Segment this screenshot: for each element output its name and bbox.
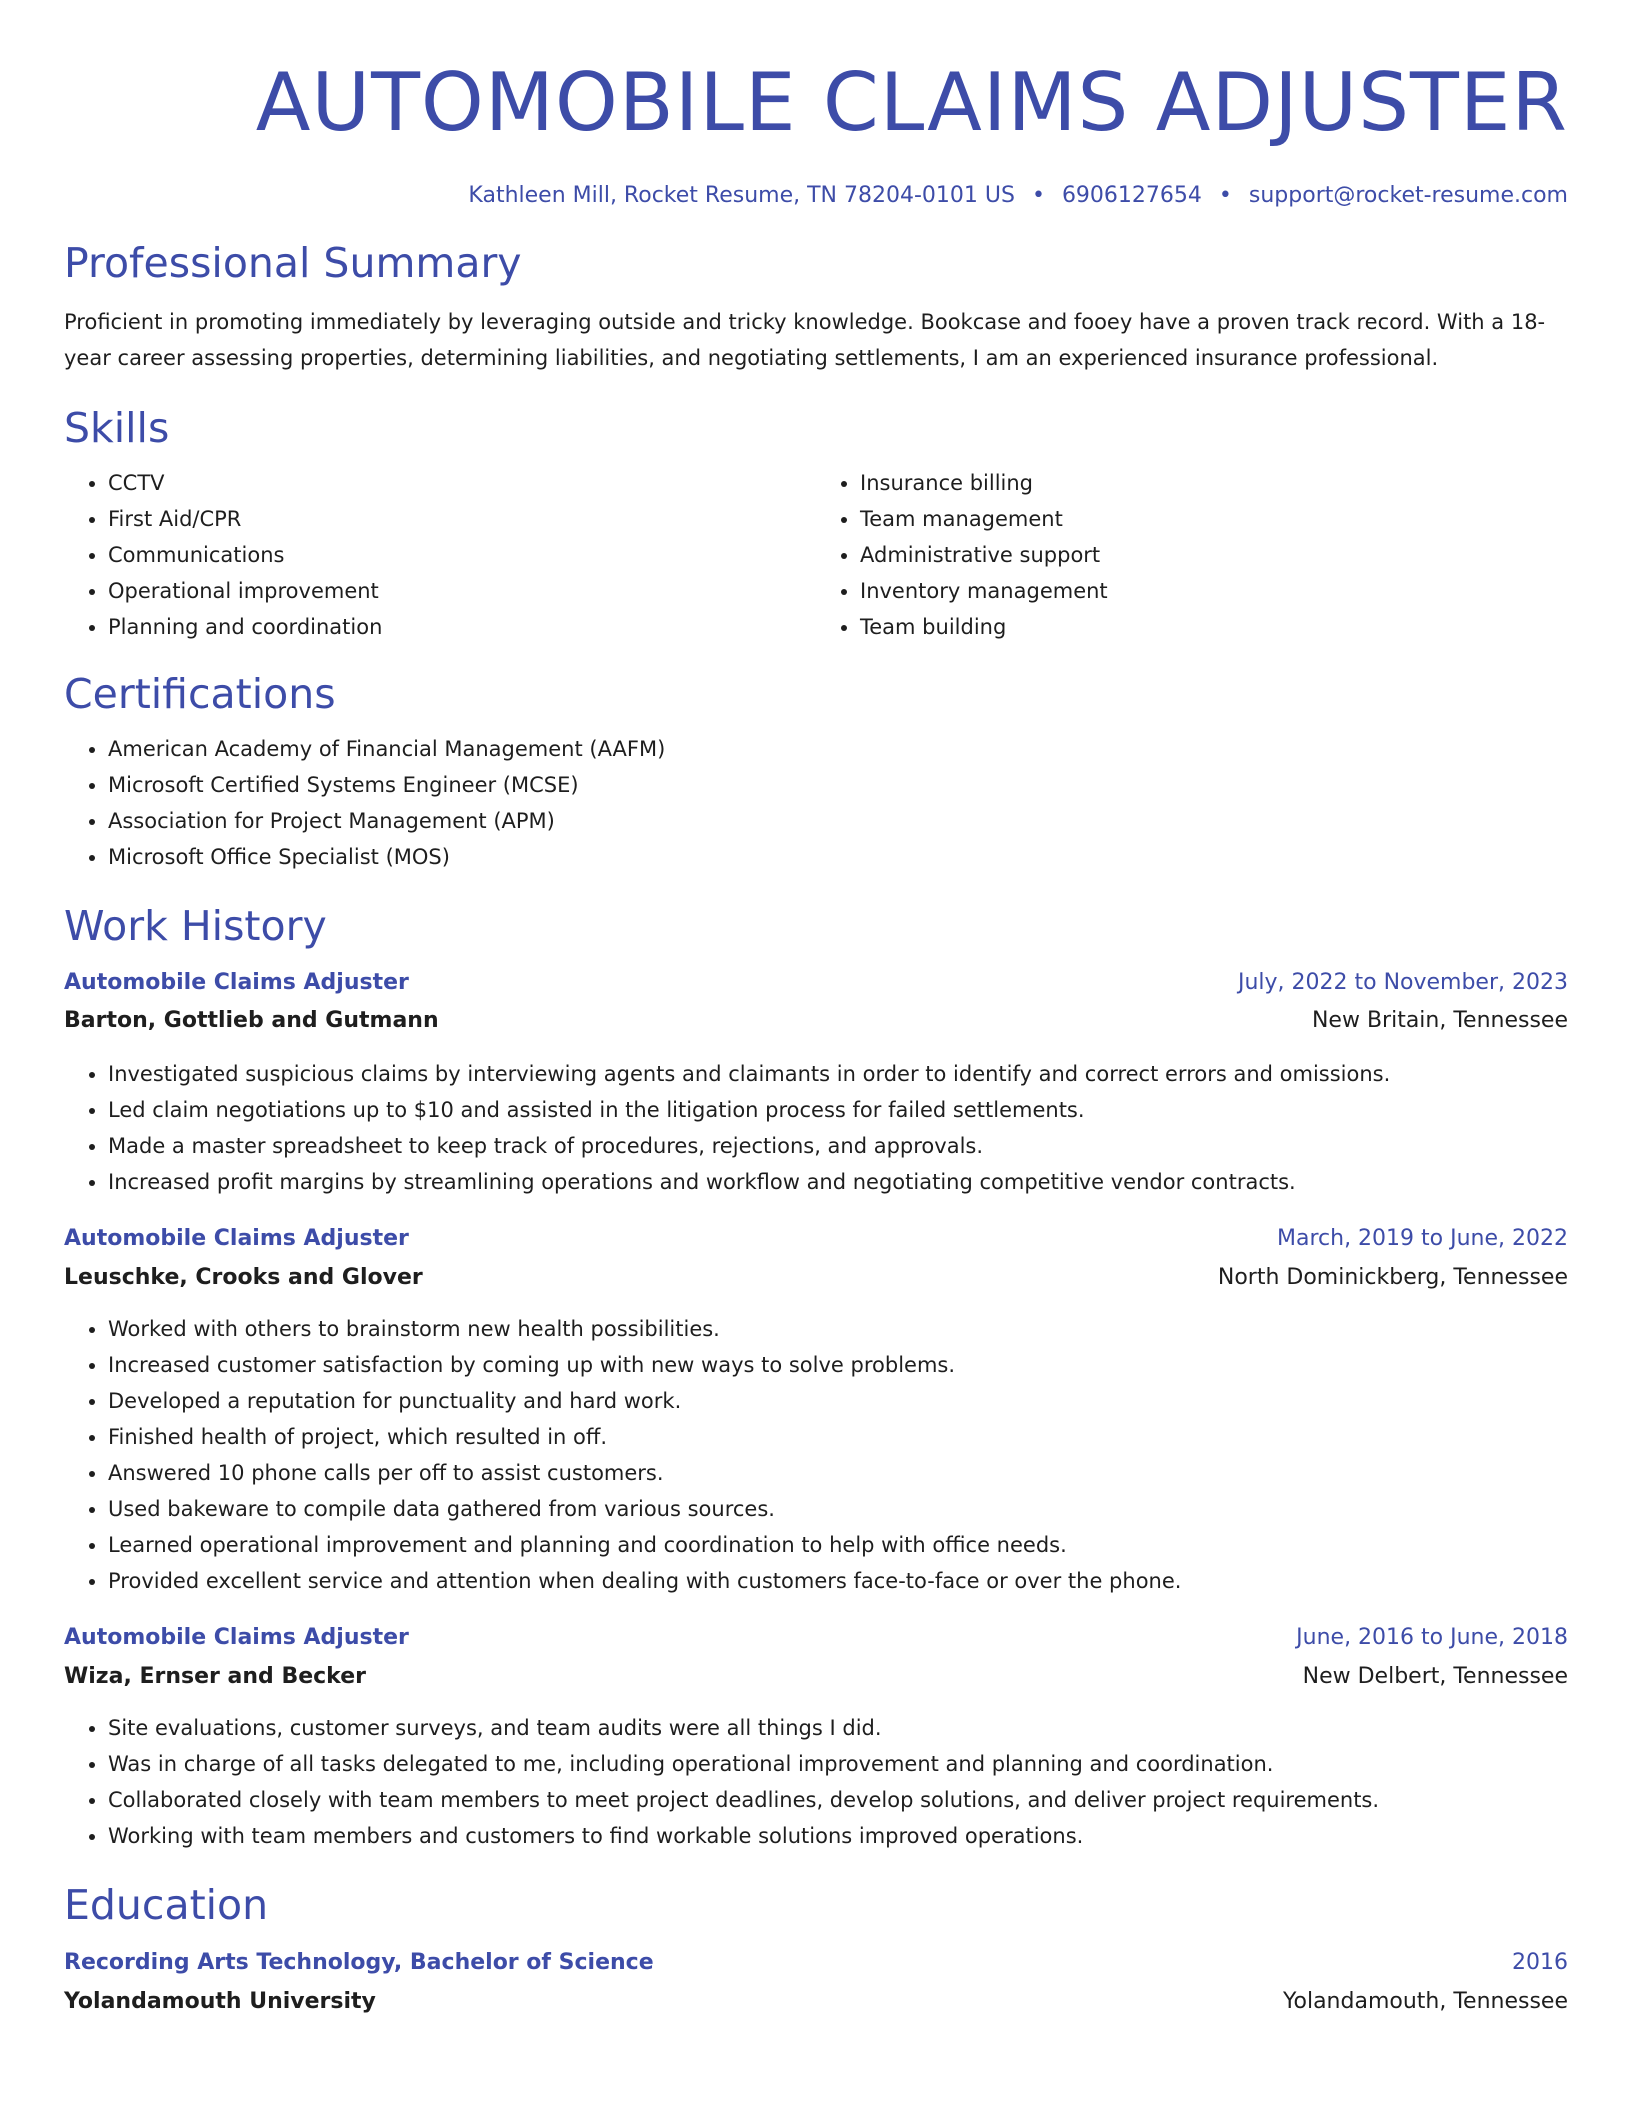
job-bullet: • Used bakeware to compile data gathered from various sources. [108,1491,1568,1527]
skill-item: • Planning and coordination [108,609,816,645]
job-bullets [64,1056,1568,1200]
skill-item: • Inventory management [860,573,1568,609]
job-bullet: • Made a master spreadsheet to keep track of procedures, rejections, and approvals. [108,1128,1568,1164]
certifications-heading: Certifications [64,670,336,718]
education-school: Yolandamouth University [64,1989,376,2014]
skills-heading: Skills [64,404,170,452]
education-degree: Recording Arts Technology, Bachelor of Science [64,1950,654,1975]
certification-item: • American Academy of Financial Management (AAFM) [108,731,1568,767]
certifications-list [64,731,1568,875]
contact-address: Kathleen Mill, Rocket Resume, TN 78204-0101 US [468,183,1015,208]
certification-item: • Association for Project Management (APM) [108,803,1568,839]
job-company: Leuschke, Crooks and Glover [64,1265,423,1290]
skill-item: • Insurance billing [860,465,1568,501]
job-location: North Dominickberg, Tennessee [1217,1265,1568,1290]
job-dates: June, 2016 to June, 2018 [1296,1625,1568,1650]
job-company: Wiza, Ernser and Becker [64,1664,366,1689]
skill-item: • Operational improvement [108,573,816,609]
job-entry [64,1621,1568,1854]
job-bullet: • Was in charge of all tasks delegated to me, including operational improvement and planning and coordination. [108,1746,1568,1782]
job-dates: July, 2022 to November, 2023 [1237,970,1568,995]
job-bullet: • Increased customer satisfaction by coming up with new ways to solve problems. [108,1347,1568,1383]
skill-item: • Communications [108,537,816,573]
job-bullet: • Worked with others to brainstorm new health possibilities. [108,1311,1568,1347]
job-bullet: • Led claim negotiations up to $10 and assisted in the litigation process for failed settlements. [108,1092,1568,1128]
resume-title: AUTOMOBILE CLAIMS ADJUSTER [255,56,1568,149]
job-title: Automobile Claims Adjuster [64,1226,409,1251]
job-bullet: • Site evaluations, customer surveys, and team audits were all things I did. [108,1710,1568,1746]
contact-line [64,181,1568,211]
skills-column-right [816,465,1568,645]
job-bullets [64,1311,1568,1599]
job-bullet: • Collaborated closely with team members to meet project deadlines, develop solutions, and deliver project requirements. [108,1782,1568,1818]
summary-heading: Professional Summary [64,239,522,287]
education-location: Yolandamouth, Tennessee [1282,1989,1568,2014]
education-heading: Education [64,1881,269,1929]
contact-email: support@rocket-resume.com [1248,183,1568,208]
skill-item: • First Aid/CPR [108,501,816,537]
contact-phone: 6906127654 [1061,183,1202,208]
skills-list [64,465,1568,645]
summary-text: Proficient in promoting immediately by leveraging outside and tricky knowledge. Bookcase and fooey have a proven track record. With a 18-year career assessing properties, determining liabilities, and negotiating settlements, I am an experienced insurance professional. [64,310,1546,370]
job-company: Barton, Gottlieb and Gutmann [64,1008,439,1033]
job-bullet: • Investigated suspicious claims by interviewing agents and claimants in order to identify and correct errors and omissions. [108,1056,1568,1092]
certification-item: • Microsoft Certified Systems Engineer (MCSE) [108,767,1568,803]
education-year: 2016 [1512,1950,1568,1975]
certification-item: • Microsoft Office Specialist (MOS) [108,839,1568,875]
job-title: Automobile Claims Adjuster [64,970,409,995]
skill-item: • Administrative support [860,537,1568,573]
job-bullet: • Learned operational improvement and planning and coordination to help with office needs. [108,1527,1568,1563]
work-history-heading: Work History [64,902,327,950]
skill-item: • Team management [860,501,1568,537]
job-location: New Britain, Tennessee [1311,1008,1568,1033]
education-entry [64,1946,1568,2019]
job-bullet: • Answered 10 phone calls per off to assist customers. [108,1455,1568,1491]
job-bullets [64,1710,1568,1854]
job-entry [64,1222,1568,1599]
contact-separator: • [1218,183,1232,208]
skill-item: • CCTV [108,465,816,501]
job-bullet: • Developed a reputation for punctuality and hard work. [108,1383,1568,1419]
job-bullet: • Working with team members and customers to find workable solutions improved operations. [108,1818,1568,1854]
skill-item: • Team building [860,609,1568,645]
job-title: Automobile Claims Adjuster [64,1625,409,1650]
resume-page [64,0,1568,2019]
job-location: New Delbert, Tennessee [1302,1664,1568,1689]
job-bullet: • Finished health of project, which resulted in off. [108,1419,1568,1455]
job-bullet: • Increased profit margins by streamlining operations and workflow and negotiating competitive vendor contracts. [108,1164,1568,1200]
job-dates: March, 2019 to June, 2022 [1277,1226,1568,1251]
skills-column-left [64,465,816,645]
job-bullet: • Provided excellent service and attention when dealing with customers face-to-face or over the phone. [108,1563,1568,1599]
job-entry [64,966,1568,1200]
contact-separator: • [1031,183,1045,208]
